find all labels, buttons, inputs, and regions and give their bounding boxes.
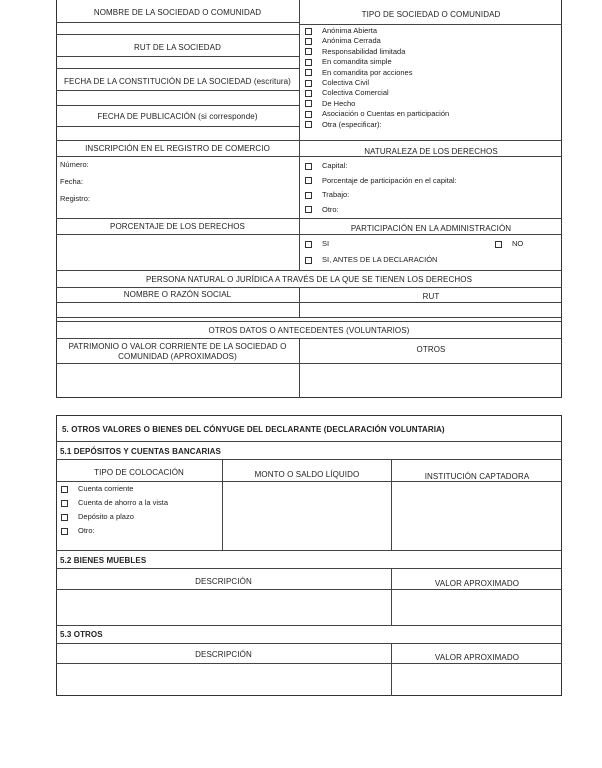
valor2-label: VALOR APROXIMADO xyxy=(434,653,520,662)
checkbox-icon[interactable] xyxy=(305,192,312,199)
tipo-sociedad-option[interactable] xyxy=(305,99,355,109)
tipo-sociedad-option-label: En comandita por acciones xyxy=(322,67,413,77)
s53-title: 5.3 OTROS xyxy=(60,630,103,639)
checkbox-icon[interactable] xyxy=(305,69,312,76)
naturaleza-option[interactable] xyxy=(305,161,347,171)
checkbox-icon[interactable] xyxy=(61,500,68,507)
checkbox-icon[interactable] xyxy=(305,121,312,128)
checkbox-icon[interactable] xyxy=(61,528,68,535)
checkbox-icon[interactable] xyxy=(61,486,68,493)
naturaleza-option[interactable] xyxy=(305,205,339,215)
tipo-sociedad-option[interactable] xyxy=(305,36,381,46)
descripcion-label: DESCRIPCIÓN xyxy=(195,577,252,586)
tipo-sociedad-option[interactable] xyxy=(305,109,449,119)
inscripcion-label: INSCRIPCIÓN EN EL REGISTRO DE COMERCIO xyxy=(85,144,270,153)
checkbox-icon[interactable] xyxy=(495,241,502,248)
colocacion-option[interactable] xyxy=(61,512,134,522)
naturaleza-option[interactable] xyxy=(305,190,349,200)
fecha-constitucion-label: FECHA DE LA CONSTITUCIÓN DE LA SOCIEDAD (escritura) xyxy=(64,77,291,86)
checkbox-icon[interactable] xyxy=(305,48,312,55)
tipo-sociedad-option-label: Anónima Cerrada xyxy=(322,36,381,46)
checkbox-icon[interactable] xyxy=(305,257,312,264)
checkbox-icon[interactable] xyxy=(305,206,312,213)
s51-title: 5.1 DEPÓSITOS Y CUENTAS BANCARIAS xyxy=(60,447,221,456)
participacion-label: PARTICIPACIÓN EN LA ADMINISTRACIÓN xyxy=(350,224,512,233)
tipo-sociedad-option-label: De Hecho xyxy=(322,98,356,108)
checkbox-icon[interactable] xyxy=(305,100,312,107)
colocacion-option[interactable] xyxy=(61,526,95,536)
registro-field: Registro: xyxy=(60,194,91,203)
naturaleza-option-label: Otro: xyxy=(322,204,339,214)
razon-social-label: NOMBRE O RAZÓN SOCIAL xyxy=(123,290,232,299)
colocacion-option-label: Depósito a plazo xyxy=(78,512,134,521)
naturaleza-option[interactable] xyxy=(305,176,457,186)
fecha-publicacion-label: FECHA DE PUBLICACIÓN (si corresponde) xyxy=(97,112,258,121)
tipo-sociedad-option-label: Otra (especificar): xyxy=(322,119,382,129)
checkbox-icon[interactable] xyxy=(305,59,312,66)
colocacion-option-label: Otro: xyxy=(78,526,95,535)
checkbox-icon[interactable] xyxy=(305,80,312,87)
descripcion2-label: DESCRIPCIÓN xyxy=(195,650,252,659)
colocacion-option[interactable] xyxy=(61,498,168,508)
colocacion-option-label: Cuenta de ahorro a la vista xyxy=(78,498,169,507)
tipo-sociedad-option[interactable] xyxy=(305,78,369,88)
persona-label: PERSONA NATURAL O JURÍDICA A TRAVÉS DE LA QUE SE TIENEN LOS DERECHOS xyxy=(146,275,472,284)
naturaleza-option-label: Porcentaje de participación en el capital: xyxy=(322,175,457,185)
tipo-sociedad-option[interactable] xyxy=(305,57,392,67)
otros-label: OTROS xyxy=(416,345,446,354)
monto-label: MONTO O SALDO LÍQUIDO xyxy=(254,470,360,479)
checkbox-icon[interactable] xyxy=(305,163,312,170)
no-option[interactable]: NO xyxy=(495,239,523,249)
tipo-sociedad-option[interactable] xyxy=(305,47,405,57)
tipo-sociedad-option[interactable] xyxy=(305,88,389,98)
section5-title: 5. OTROS VALORES O BIENES DEL CÓNYUGE DEL DECLARANTE (DECLARACIÓN VOLUNTARIA) xyxy=(62,425,445,434)
checkbox-icon[interactable] xyxy=(305,28,312,35)
checkbox-icon[interactable] xyxy=(305,241,312,248)
patrimonio-label: PATRIMONIO O VALOR CORRIENTE DE LA SOCIEDAD O xyxy=(68,342,287,351)
tipo-sociedad-option-label: Colectiva Civil xyxy=(322,78,370,87)
tipo-colocacion-label: TIPO DE COLOCACIÓN xyxy=(94,468,184,477)
tipo-sociedad-option-label: Responsabilidad limitada xyxy=(322,46,406,56)
checkbox-icon[interactable] xyxy=(305,90,312,97)
colocacion-option[interactable] xyxy=(61,484,133,494)
rut-sociedad-label: RUT DE LA SOCIEDAD xyxy=(133,43,221,52)
tipo-sociedad-option[interactable] xyxy=(305,120,382,130)
institucion-label: INSTITUCIÓN CAPTADORA xyxy=(424,472,530,481)
checkbox-icon[interactable] xyxy=(305,38,312,45)
tipo-sociedad-option-label: Asociación o Cuentas en participación xyxy=(322,109,450,119)
tipo-sociedad-option-label: Colectiva Comercial xyxy=(322,88,389,98)
checkbox-icon[interactable] xyxy=(61,514,68,521)
tipo-sociedad-label: TIPO DE SOCIEDAD O COMUNIDAD xyxy=(361,10,501,19)
valor-label: VALOR APROXIMADO xyxy=(434,579,520,588)
tipo-sociedad-option[interactable] xyxy=(305,26,377,36)
porcentaje-label: PORCENTAJE DE LOS DERECHOS xyxy=(110,222,245,231)
patrimonio-label-2: COMUNIDAD (APROXIMADOS) xyxy=(118,352,237,361)
otros-datos-label: OTROS DATOS O ANTECEDENTES (VOLUNTARIOS) xyxy=(208,326,410,335)
tipo-sociedad-option-label: En comandita simple xyxy=(322,57,392,67)
nombre-sociedad-label: NOMBRE DE LA SOCIEDAD O COMUNIDAD xyxy=(93,8,262,17)
naturaleza-label: NATURALEZA DE LOS DERECHOS xyxy=(364,147,498,156)
colocacion-option-label: Cuenta corriente xyxy=(78,484,134,493)
si-option[interactable]: SI xyxy=(305,239,329,249)
numero-field: Número: xyxy=(60,160,89,169)
si-antes-option[interactable]: SI, ANTES DE LA DECLARACIÓN xyxy=(305,255,437,265)
s52-title: 5.2 BIENES MUEBLES xyxy=(60,556,147,565)
tipo-sociedad-option-label: Anónima Abierta xyxy=(322,26,378,35)
fecha-field: Fecha: xyxy=(60,177,83,186)
checkbox-icon[interactable] xyxy=(305,111,312,118)
checkbox-icon[interactable] xyxy=(305,177,312,184)
tipo-sociedad-option[interactable] xyxy=(305,68,412,78)
naturaleza-option-label: Capital: xyxy=(322,161,348,170)
naturaleza-option-label: Trabajo: xyxy=(322,190,350,199)
rut-label: RUT xyxy=(422,292,440,301)
